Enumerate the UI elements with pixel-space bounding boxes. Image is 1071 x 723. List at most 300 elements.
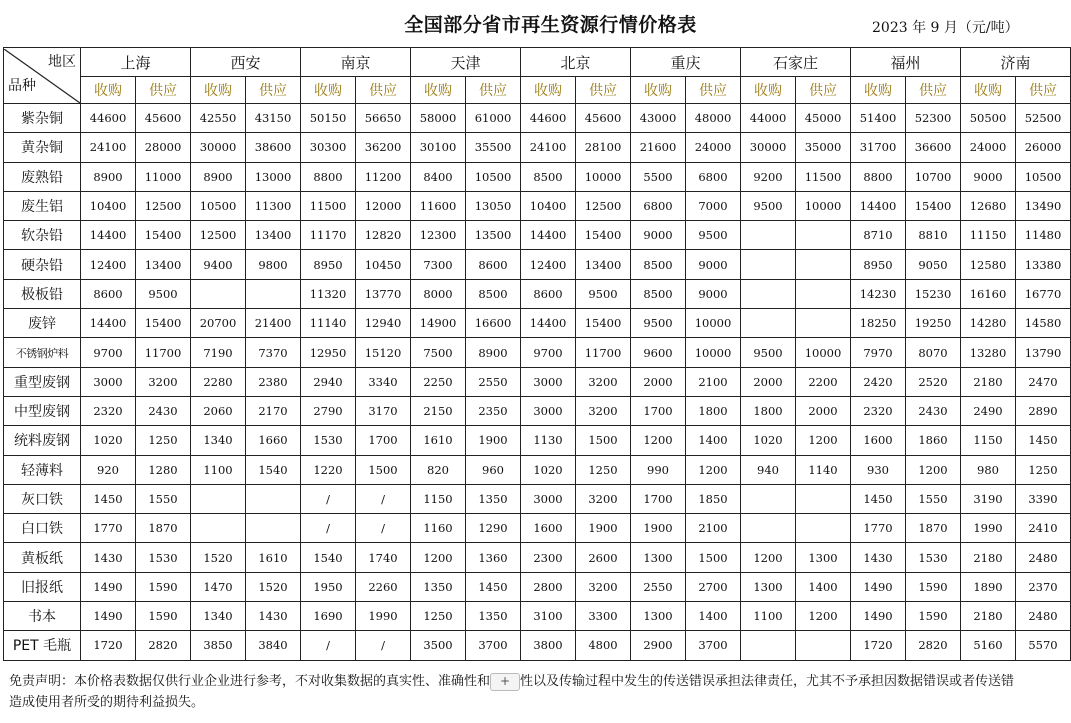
sell-price-cell: 6800 <box>686 162 741 191</box>
buy-price-cell: 1130 <box>521 426 576 455</box>
sell-price-cell: 1250 <box>1016 455 1071 484</box>
table-row <box>4 309 1071 338</box>
buy-price-cell: 2320 <box>81 396 136 425</box>
buy-price-cell: 14400 <box>851 191 906 220</box>
sell-price-header: 供应 <box>136 77 191 104</box>
buy-price-cell: 9400 <box>191 250 246 279</box>
sell-price-cell: 2820 <box>136 631 191 660</box>
item-name-cell: 书本 <box>4 602 81 631</box>
sell-price-cell: 2480 <box>1016 602 1071 631</box>
sell-price-cell: 1660 <box>246 426 301 455</box>
sell-price-cell: 24000 <box>686 133 741 162</box>
buy-price-cell: 2180 <box>961 602 1016 631</box>
sell-price-cell: 35500 <box>466 133 521 162</box>
buy-price-cell: 3800 <box>521 631 576 660</box>
buy-price-cell: 13280 <box>961 338 1016 367</box>
sell-price-cell <box>796 484 851 513</box>
buy-price-cell: 7190 <box>191 338 246 367</box>
sell-price-cell: 13490 <box>1016 191 1071 220</box>
buy-price-cell: 1100 <box>191 455 246 484</box>
buy-price-cell: 10400 <box>81 191 136 220</box>
sell-price-cell: 1590 <box>906 602 961 631</box>
buy-price-cell: 14230 <box>851 279 906 308</box>
buy-price-cell: 2180 <box>961 543 1016 572</box>
sell-price-cell: 13770 <box>356 279 411 308</box>
buy-price-cell: 10400 <box>521 191 576 220</box>
sell-price-cell: 1250 <box>136 426 191 455</box>
sell-price-cell: 2480 <box>1016 543 1071 572</box>
sell-price-cell: 7000 <box>686 191 741 220</box>
sell-price-cell: 13500 <box>466 221 521 250</box>
sell-price-cell: 10500 <box>466 162 521 191</box>
buy-price-cell: 44600 <box>81 104 136 133</box>
buy-price-cell: 2550 <box>631 572 686 601</box>
buy-price-cell: 24000 <box>961 133 1016 162</box>
buy-price-cell: 2280 <box>191 367 246 396</box>
sell-price-cell <box>246 514 301 543</box>
buy-price-cell: 8000 <box>411 279 466 308</box>
table-row <box>4 514 1071 543</box>
sell-price-cell: 28000 <box>136 133 191 162</box>
buy-price-cell: 9500 <box>741 338 796 367</box>
sell-price-cell: 11300 <box>246 191 301 220</box>
sell-price-cell: 2100 <box>686 367 741 396</box>
buy-price-cell: 2300 <box>521 543 576 572</box>
buy-price-cell: 1300 <box>741 572 796 601</box>
buy-price-cell: 1200 <box>741 543 796 572</box>
buy-price-cell: 18250 <box>851 309 906 338</box>
buy-price-cell <box>741 631 796 660</box>
sell-price-cell: 45600 <box>136 104 191 133</box>
buy-price-cell: 5160 <box>961 631 1016 660</box>
table-row <box>4 572 1071 601</box>
sell-price-cell: 1140 <box>796 455 851 484</box>
sell-price-cell: 1250 <box>576 455 631 484</box>
sell-price-cell: 1200 <box>906 455 961 484</box>
sell-price-cell: 2200 <box>796 367 851 396</box>
sell-price-cell: 10500 <box>1016 162 1071 191</box>
sell-price-cell: 1350 <box>466 602 521 631</box>
item-name-cell: 不锈钢炉料 <box>4 338 81 367</box>
buy-price-cell: 24100 <box>521 133 576 162</box>
buy-price-cell: 8600 <box>521 279 576 308</box>
sell-price-cell <box>796 514 851 543</box>
item-name-cell: 旧报纸 <box>4 572 81 601</box>
buy-price-cell: 1610 <box>411 426 466 455</box>
sell-price-header: 供应 <box>246 77 301 104</box>
buy-price-cell: 11150 <box>961 221 1016 250</box>
buy-price-cell: 990 <box>631 455 686 484</box>
buy-price-cell <box>741 484 796 513</box>
sell-price-cell: 11480 <box>1016 221 1071 250</box>
sell-price-cell: 11000 <box>136 162 191 191</box>
buy-price-cell: 14400 <box>81 309 136 338</box>
sell-price-cell: 960 <box>466 455 521 484</box>
item-name-cell: 硬杂铅 <box>4 250 81 279</box>
sell-price-cell: 15230 <box>906 279 961 308</box>
buy-price-cell: 8950 <box>851 250 906 279</box>
buy-price-cell: 24100 <box>81 133 136 162</box>
buy-price-cell: 2900 <box>631 631 686 660</box>
buy-price-cell: 1800 <box>741 396 796 425</box>
table-row <box>4 191 1071 220</box>
sell-price-cell: 1700 <box>356 426 411 455</box>
sell-price-cell: 1900 <box>576 514 631 543</box>
buy-price-cell: 12400 <box>521 250 576 279</box>
buy-price-cell: 8900 <box>191 162 246 191</box>
buy-price-cell: / <box>301 514 356 543</box>
table-row <box>4 602 1071 631</box>
city-header: 石家庄 <box>741 48 851 77</box>
buy-price-cell: 8400 <box>411 162 466 191</box>
region-label: 地区 <box>48 53 76 70</box>
buy-price-cell: 1890 <box>961 572 1016 601</box>
buy-price-cell: 10500 <box>191 191 246 220</box>
sell-price-cell: 1540 <box>246 455 301 484</box>
table-row <box>4 396 1071 425</box>
city-header: 重庆 <box>631 48 741 77</box>
sell-price-cell: 1590 <box>136 572 191 601</box>
sell-price-cell: 9050 <box>906 250 961 279</box>
buy-price-header: 收购 <box>521 77 576 104</box>
sell-price-cell: 14580 <box>1016 309 1071 338</box>
buy-price-cell: 12300 <box>411 221 466 250</box>
sell-price-cell: 36600 <box>906 133 961 162</box>
sell-price-cell: 36200 <box>356 133 411 162</box>
sell-price-cell: 3170 <box>356 396 411 425</box>
buy-price-cell: 1770 <box>851 514 906 543</box>
sell-price-cell: 2260 <box>356 572 411 601</box>
sell-price-cell <box>796 309 851 338</box>
sell-price-cell: 10000 <box>796 191 851 220</box>
buy-price-cell: 16160 <box>961 279 1016 308</box>
buy-price-cell: 1150 <box>961 426 1016 455</box>
sell-price-cell: 12000 <box>356 191 411 220</box>
sell-price-cell: 12820 <box>356 221 411 250</box>
buy-price-cell: 5500 <box>631 162 686 191</box>
buy-price-header: 收购 <box>191 77 246 104</box>
buy-price-cell: 9700 <box>521 338 576 367</box>
buy-price-cell: 11170 <box>301 221 356 250</box>
sell-price-cell: 15400 <box>576 309 631 338</box>
buy-price-cell: 1700 <box>631 484 686 513</box>
item-name-cell: 重型废钢 <box>4 367 81 396</box>
buy-price-cell: 3000 <box>521 367 576 396</box>
buy-price-cell: 12500 <box>191 221 246 250</box>
item-name-cell: 中型废钢 <box>4 396 81 425</box>
sell-price-cell: 2170 <box>246 396 301 425</box>
buy-price-cell <box>191 279 246 308</box>
buy-price-cell: 930 <box>851 455 906 484</box>
buy-price-cell: 1450 <box>851 484 906 513</box>
sell-price-cell: 11700 <box>136 338 191 367</box>
sell-price-cell: 13380 <box>1016 250 1071 279</box>
sell-price-cell: 9000 <box>686 250 741 279</box>
buy-price-cell: 8500 <box>521 162 576 191</box>
buy-price-cell: 1020 <box>521 455 576 484</box>
sell-price-cell: 52500 <box>1016 104 1071 133</box>
sell-price-cell: 26000 <box>1016 133 1071 162</box>
sell-price-header: 供应 <box>466 77 521 104</box>
sell-price-header: 供应 <box>1016 77 1071 104</box>
table-row <box>4 543 1071 572</box>
sell-price-cell: 16770 <box>1016 279 1071 308</box>
sell-price-cell: 11700 <box>576 338 631 367</box>
sell-price-cell: 10000 <box>796 338 851 367</box>
buy-price-cell: 30300 <box>301 133 356 162</box>
sell-price-cell: 1290 <box>466 514 521 543</box>
disclaimer <box>9 671 1069 713</box>
variety-label: 品种 <box>8 77 36 94</box>
buy-price-cell <box>191 484 246 513</box>
sell-price-cell <box>246 484 301 513</box>
buy-price-cell: 1300 <box>631 602 686 631</box>
price-table <box>3 47 1071 661</box>
sell-price-cell: 1500 <box>576 426 631 455</box>
buy-price-cell: 2150 <box>411 396 466 425</box>
buy-price-cell: 1540 <box>301 543 356 572</box>
buy-price-cell: 11600 <box>411 191 466 220</box>
buy-price-cell: 1160 <box>411 514 466 543</box>
buy-price-cell: 11140 <box>301 309 356 338</box>
buy-price-cell: 50500 <box>961 104 1016 133</box>
buy-price-cell: 9700 <box>81 338 136 367</box>
sell-price-cell: 15120 <box>356 338 411 367</box>
table-row <box>4 162 1071 191</box>
item-name-cell: 废生铝 <box>4 191 81 220</box>
sell-price-cell: 1860 <box>906 426 961 455</box>
sell-price-cell: 13400 <box>576 250 631 279</box>
buy-price-cell: 44600 <box>521 104 576 133</box>
city-header: 上海 <box>81 48 191 77</box>
sell-price-cell: 13000 <box>246 162 301 191</box>
buy-price-cell: 44000 <box>741 104 796 133</box>
sell-price-cell: 2410 <box>1016 514 1071 543</box>
sell-price-cell: / <box>356 514 411 543</box>
buy-price-cell: 1450 <box>81 484 136 513</box>
buy-price-cell: 1020 <box>741 426 796 455</box>
buy-price-cell: 14400 <box>521 309 576 338</box>
sell-price-header: 供应 <box>356 77 411 104</box>
sell-price-header: 供应 <box>576 77 631 104</box>
buy-price-cell: 1950 <box>301 572 356 601</box>
sell-price-header: 供应 <box>686 77 741 104</box>
sell-price-cell: 8070 <box>906 338 961 367</box>
buy-price-cell: 8500 <box>631 250 686 279</box>
sell-price-cell: 2350 <box>466 396 521 425</box>
sell-price-cell: 2000 <box>796 396 851 425</box>
sell-price-cell: 8500 <box>466 279 521 308</box>
buy-price-cell: 3100 <box>521 602 576 631</box>
buy-price-cell: 58000 <box>411 104 466 133</box>
sell-price-cell: 3840 <box>246 631 301 660</box>
sell-price-cell: 3700 <box>686 631 741 660</box>
table-row <box>4 484 1071 513</box>
buy-price-cell: 1900 <box>631 514 686 543</box>
buy-price-cell: 8950 <box>301 250 356 279</box>
buy-price-cell: 11320 <box>301 279 356 308</box>
sell-price-cell: 1590 <box>136 602 191 631</box>
buy-price-cell: 1990 <box>961 514 1016 543</box>
sell-price-cell: 21400 <box>246 309 301 338</box>
buy-price-cell: 1530 <box>301 426 356 455</box>
buy-price-cell: 2420 <box>851 367 906 396</box>
sell-price-cell: 3200 <box>136 367 191 396</box>
sell-price-cell: 5570 <box>1016 631 1071 660</box>
sell-price-cell: 1450 <box>1016 426 1071 455</box>
item-name-cell: 轻薄料 <box>4 455 81 484</box>
date-unit-label: 2023 年 9 月（元/吨） <box>872 20 1019 36</box>
sell-price-cell: 8810 <box>906 221 961 250</box>
disclaimer-text-cont: 性以及传输过程中发生的传送错误承担法律责任，尤其不予承担因数据错误或者传送错 <box>520 674 1015 689</box>
sell-price-cell: 1200 <box>796 602 851 631</box>
buy-price-cell: 3000 <box>521 484 576 513</box>
sell-price-cell: 1550 <box>136 484 191 513</box>
sell-price-cell: 1450 <box>466 572 521 601</box>
sell-price-cell: 12500 <box>576 191 631 220</box>
sell-price-cell: 3200 <box>576 396 631 425</box>
buy-price-header: 收购 <box>851 77 906 104</box>
buy-price-cell: 2250 <box>411 367 466 396</box>
sell-price-cell: 56650 <box>356 104 411 133</box>
city-header: 西安 <box>191 48 301 77</box>
item-name-cell: 统料废钢 <box>4 426 81 455</box>
sell-price-cell <box>796 221 851 250</box>
sell-price-cell: 3700 <box>466 631 521 660</box>
buy-price-cell: 14400 <box>521 221 576 250</box>
expand-plus-button[interactable]: + <box>490 673 520 691</box>
sell-price-cell: 3200 <box>576 367 631 396</box>
buy-price-cell: 21600 <box>631 133 686 162</box>
table-row <box>4 279 1071 308</box>
sell-price-cell: 19250 <box>906 309 961 338</box>
buy-price-cell <box>741 514 796 543</box>
table-row <box>4 338 1071 367</box>
buy-price-cell: 30000 <box>741 133 796 162</box>
sell-price-cell: 8600 <box>466 250 521 279</box>
item-name-cell: 白口铁 <box>4 514 81 543</box>
buy-price-cell <box>741 309 796 338</box>
sell-price-cell: 2550 <box>466 367 521 396</box>
buy-price-cell: 1220 <box>301 455 356 484</box>
sell-price-cell: 43150 <box>246 104 301 133</box>
sell-price-cell: 13050 <box>466 191 521 220</box>
buy-price-cell: 12580 <box>961 250 1016 279</box>
buy-price-cell: 12400 <box>81 250 136 279</box>
buy-price-cell: 1690 <box>301 602 356 631</box>
buy-price-cell: 43000 <box>631 104 686 133</box>
buy-price-cell: 30100 <box>411 133 466 162</box>
buy-price-cell: 1200 <box>411 543 466 572</box>
sell-price-cell: 1500 <box>356 455 411 484</box>
sell-price-cell: 1300 <box>796 543 851 572</box>
buy-price-cell: 2000 <box>631 367 686 396</box>
sell-price-cell: 9000 <box>686 279 741 308</box>
item-name-cell: PET 毛瓶 <box>4 631 81 660</box>
buy-price-cell <box>741 221 796 250</box>
sell-price-cell: 2470 <box>1016 367 1071 396</box>
buy-price-cell: 2800 <box>521 572 576 601</box>
sell-price-cell: 11200 <box>356 162 411 191</box>
buy-price-cell: 3000 <box>521 396 576 425</box>
sell-price-cell: 2430 <box>906 396 961 425</box>
sell-price-cell: 3390 <box>1016 484 1071 513</box>
table-row <box>4 455 1071 484</box>
buy-price-cell: 3850 <box>191 631 246 660</box>
buy-price-cell: 7300 <box>411 250 466 279</box>
sell-price-cell: 1400 <box>796 572 851 601</box>
buy-price-cell: 820 <box>411 455 466 484</box>
buy-price-cell: 8710 <box>851 221 906 250</box>
table-row <box>4 631 1071 660</box>
sell-price-cell: 13400 <box>136 250 191 279</box>
sell-price-cell: 10450 <box>356 250 411 279</box>
buy-price-cell: 3500 <box>411 631 466 660</box>
buy-price-cell: / <box>301 631 356 660</box>
buy-price-cell: 1200 <box>631 426 686 455</box>
city-header: 南京 <box>301 48 411 77</box>
buy-price-cell: 30000 <box>191 133 246 162</box>
sell-price-cell: 1850 <box>686 484 741 513</box>
item-name-cell: 黄板纸 <box>4 543 81 572</box>
sell-price-cell: 1740 <box>356 543 411 572</box>
buy-price-cell: 1600 <box>521 514 576 543</box>
sell-price-header: 供应 <box>796 77 851 104</box>
item-name-cell: 灰口铁 <box>4 484 81 513</box>
buy-price-cell: 1340 <box>191 426 246 455</box>
buy-price-cell: 1490 <box>81 602 136 631</box>
sell-price-cell: 15400 <box>136 221 191 250</box>
sell-price-cell: 28100 <box>576 133 631 162</box>
item-name-cell: 软杂铅 <box>4 221 81 250</box>
sell-price-cell: 1400 <box>686 426 741 455</box>
page-title: 全国部分省市再生资源行情价格表 <box>404 14 697 36</box>
sell-price-cell: 1350 <box>466 484 521 513</box>
buy-price-cell: 14280 <box>961 309 1016 338</box>
sell-price-cell: 1550 <box>906 484 961 513</box>
sell-price-cell: 1430 <box>246 602 301 631</box>
item-name-cell: 黄杂铜 <box>4 133 81 162</box>
buy-price-cell: 1720 <box>81 631 136 660</box>
disclaimer-text: 免责声明：本价格表数据仅供行业企业进行参考，不对收集数据的真实性、准确性和 <box>9 674 491 689</box>
sell-price-cell: 10700 <box>906 162 961 191</box>
buy-price-cell: 14400 <box>81 221 136 250</box>
buy-price-cell: 3000 <box>81 367 136 396</box>
sell-price-cell: 16600 <box>466 309 521 338</box>
buy-price-cell: 20700 <box>191 309 246 338</box>
sell-price-cell: 61000 <box>466 104 521 133</box>
sell-price-cell: 13790 <box>1016 338 1071 367</box>
sell-price-cell: 52300 <box>906 104 961 133</box>
buy-price-cell: 8900 <box>81 162 136 191</box>
buy-price-cell: 1470 <box>191 572 246 601</box>
item-name-cell: 极板铅 <box>4 279 81 308</box>
item-name-cell: 废锌 <box>4 309 81 338</box>
buy-price-cell: 1430 <box>81 543 136 572</box>
sell-price-cell: 2820 <box>906 631 961 660</box>
buy-price-cell: 980 <box>961 455 1016 484</box>
table-row <box>4 367 1071 396</box>
sell-price-cell: 1280 <box>136 455 191 484</box>
sell-price-cell: 9500 <box>136 279 191 308</box>
sell-price-cell: 1530 <box>136 543 191 572</box>
sell-price-cell: 1800 <box>686 396 741 425</box>
sell-price-cell: 1400 <box>686 602 741 631</box>
buy-price-cell: 12950 <box>301 338 356 367</box>
buy-price-header: 收购 <box>81 77 136 104</box>
sell-price-cell: 2430 <box>136 396 191 425</box>
sell-price-cell: 2890 <box>1016 396 1071 425</box>
